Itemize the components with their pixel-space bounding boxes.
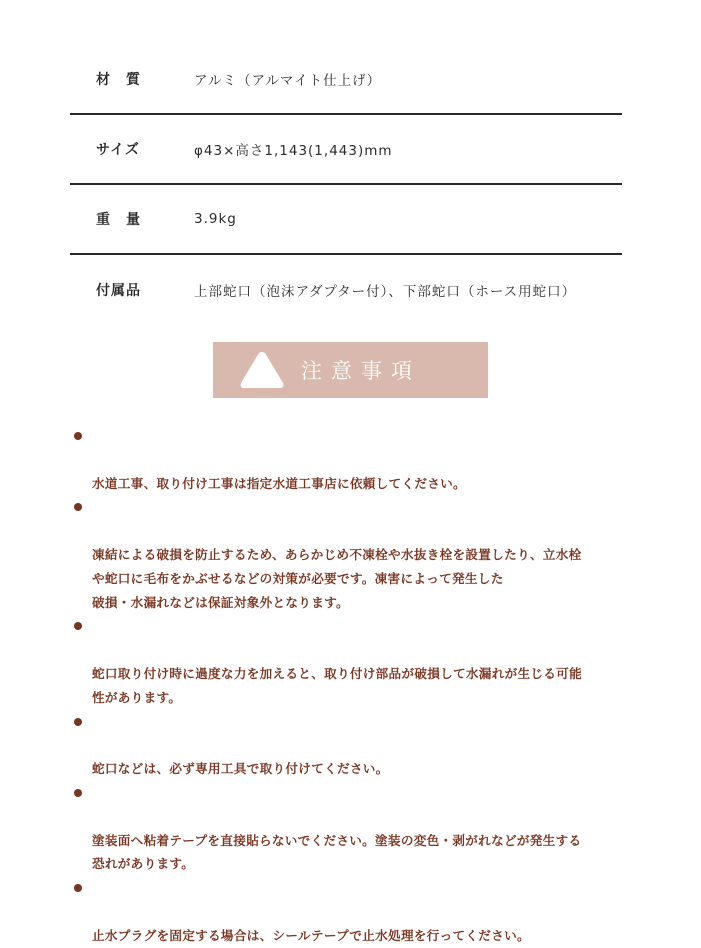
note-text: 塗装面へ粘着テープを直接貼らないでください。塗装の変色・剥がれなどが発生する 恐れがあります。: [92, 832, 582, 872]
spec-value: φ43×高さ1,143(1,443)mm: [194, 143, 393, 159]
notes-list: [74, 424, 634, 948]
spec-row-weight: [70, 185, 622, 255]
bullet-icon: [74, 622, 82, 630]
spec-value: アルミ（アルマイト仕上げ）: [194, 73, 382, 89]
spec-label: 付属品: [96, 283, 141, 299]
note-text: 蛇口などは、必ず専用工具で取り付けてください。: [92, 761, 389, 777]
bullet-icon: [74, 789, 82, 797]
spec-row-size: [70, 115, 622, 185]
list-item: [74, 495, 634, 614]
bullet-icon: [74, 884, 82, 892]
list-item: [74, 710, 634, 781]
bullet-icon: [74, 432, 82, 440]
list-item: [74, 424, 634, 495]
note-text: 蛇口取り付け時に過度な力を加えると、取り付け部品が破損して水漏れが生じる可能 性があります。: [92, 665, 582, 705]
spec-label: 重 量: [96, 212, 141, 228]
bullet-icon: [74, 718, 82, 726]
spec-row-accessories: [70, 255, 622, 325]
spec-label: 材 質: [96, 72, 141, 88]
note-text: 凍結による破損を防止するため、あらかじめ不凍栓や水抜き栓を設置したり、立水栓 や蛇口に毛布をかぶせるなどの対策が必要です。凍害によって発生した 破損・水漏れなどは保証対象外となります。: [92, 546, 582, 610]
spec-row-material: [70, 45, 622, 115]
list-item: [74, 876, 634, 947]
spec-value: 3.9kg: [194, 211, 237, 227]
notice-title: 注意事項: [301, 359, 421, 383]
spec-label: サイズ: [96, 142, 140, 158]
note-text: 止水プラグを固定する場合は、シールテープで止水処理を行ってください。: [92, 927, 530, 943]
notice-banner: [213, 342, 488, 398]
warning-triangle-icon: [238, 349, 286, 391]
spec-table: [70, 45, 622, 325]
bullet-icon: [74, 503, 82, 511]
note-text: 水道工事、取り付け工事は指定水道工事店に依頼してください。: [92, 475, 466, 491]
spec-value: 上部蛇口（泡沫アダプター付）、下部蛇口（ホース用蛇口）: [194, 284, 577, 300]
list-item: [74, 781, 634, 876]
list-item: [74, 614, 634, 709]
